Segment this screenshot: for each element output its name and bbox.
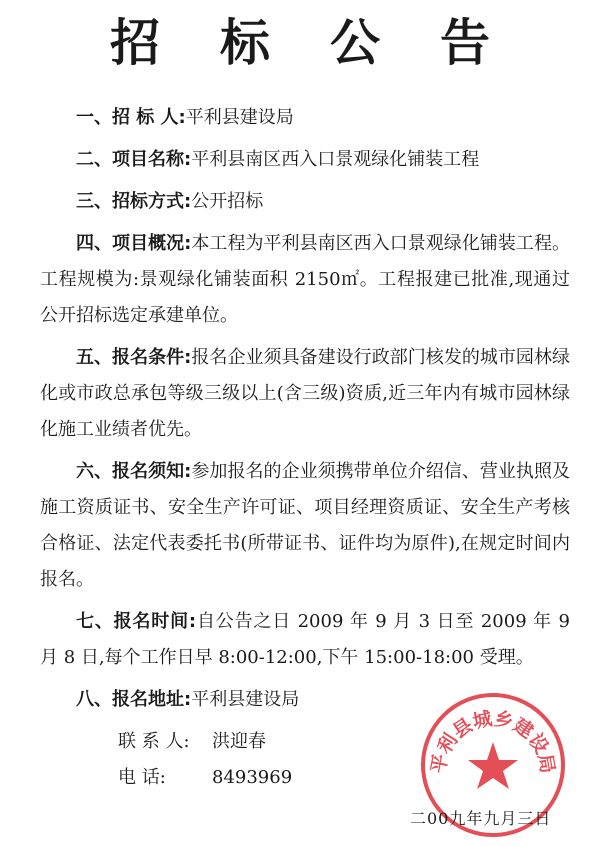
item-label: 八、报名地址: — [76, 689, 192, 710]
item-overview — [40, 226, 570, 334]
item-label: 六、报名须知: — [76, 461, 192, 482]
star-icon — [468, 742, 518, 789]
issue-date: 二00九年九月三日 — [410, 809, 552, 828]
item-label: 七、报名时间: — [76, 611, 197, 632]
item-bidder — [40, 100, 570, 136]
item-text: 报名企业须具备建设行政部门核发的城市园林绿化或市政总承包等级三级以上(含三级)资质,近三年内有城市园林绿化施工业绩者优先。 — [40, 347, 570, 440]
contact-phone-value: 8493969 — [212, 767, 293, 788]
item-label: 二、项目名称: — [76, 149, 192, 170]
item-label: 五、报名条件: — [76, 347, 192, 368]
item-text: 平利县建设局 — [185, 107, 294, 128]
title-char: 公 — [330, 14, 380, 72]
item-text: 平利县建设局 — [191, 689, 300, 710]
contact-person-value: 洪迎春 — [212, 731, 266, 752]
contact-phone-label: 电 话: — [118, 767, 166, 788]
item-conditions — [40, 340, 570, 448]
item-text: 公开招标 — [191, 191, 264, 212]
item-label: 四、项目概况: — [76, 233, 192, 254]
page-title — [0, 8, 600, 78]
title-char: 招 — [110, 14, 160, 72]
item-time — [40, 604, 570, 676]
item-notice — [40, 454, 570, 598]
item-text: 参加报名的企业须携带单位介绍信、营业执照及施工资质证书、安全生产许可证、项目经理资质证、安全生产考核合格证、法定代表委托书(所带证书、证件均为原件),在规定时间内报名。 — [40, 461, 570, 590]
item-text: 本工程为平利县南区西入口景观绿化铺装工程。工程规模为:景观绿化铺装面积 2150㎡。工程报建已批准,现通过公开招标选定承建单位。 — [40, 233, 570, 326]
item-text: 自公告之日 2009 年 9 月 3 日至 2009 年 9 月 8 日,每个工作日早 8:00-12:00,下午 15:00-18:00 受理。 — [40, 611, 570, 668]
item-label: 三、招标方式: — [76, 191, 192, 212]
seal-text: 平利县城乡建设局 — [427, 707, 559, 775]
item-project-name — [40, 142, 570, 178]
item-bid-method — [40, 184, 570, 220]
item-text: 平利县南区西入口景观绿化铺装工程 — [191, 149, 480, 170]
title-char: 告 — [440, 14, 490, 72]
item-label: 一、招 标 人: — [76, 107, 186, 128]
title-char: 标 — [220, 14, 270, 72]
contact-person-label: 联 系 人: — [118, 731, 190, 752]
